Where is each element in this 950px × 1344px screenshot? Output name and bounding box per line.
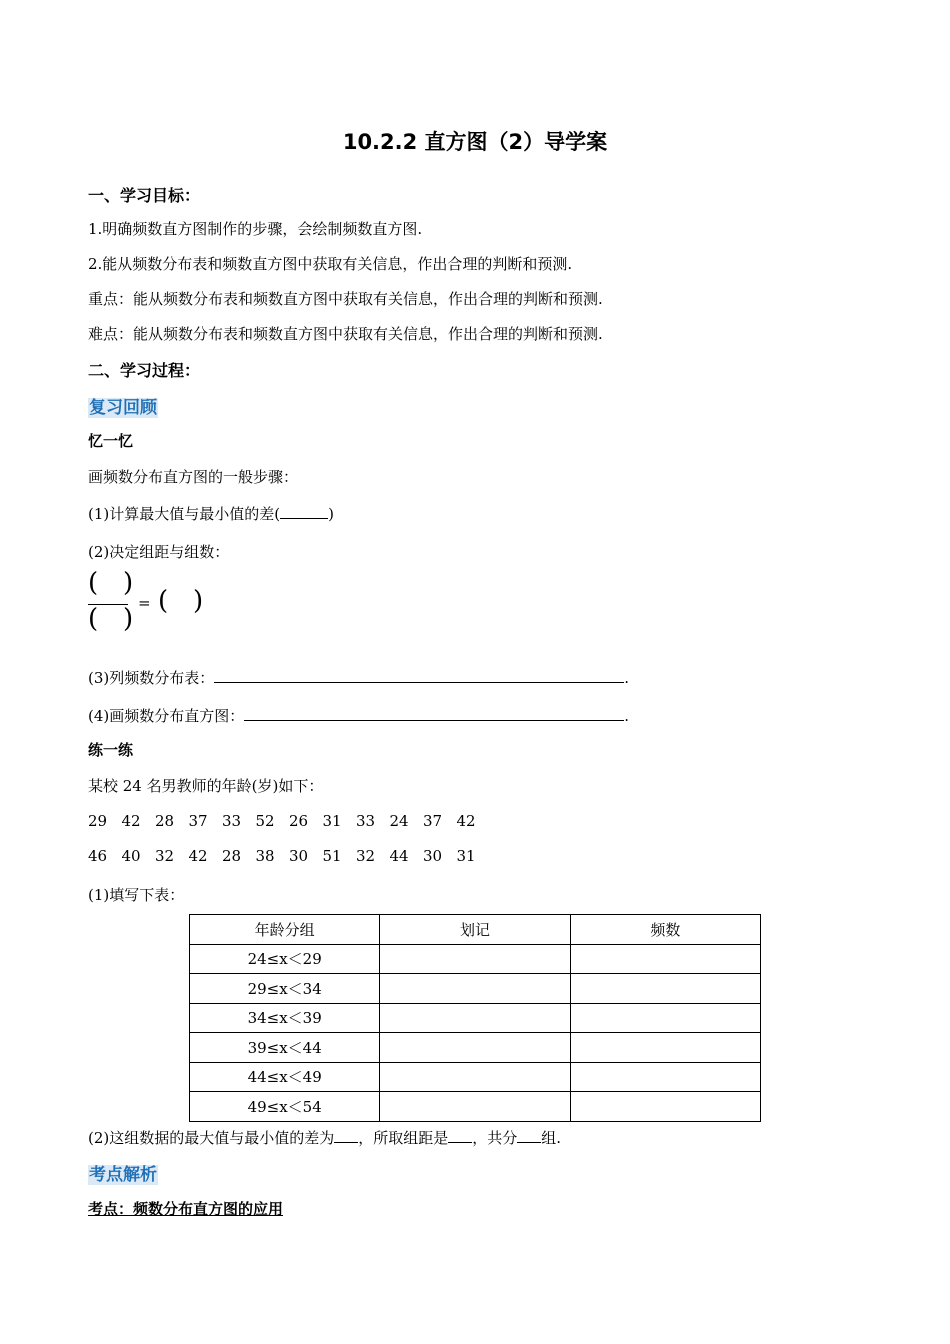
age-group-cell: 29≤x＜34: [190, 974, 380, 1004]
key-point: 重点：能从频数分布表和频数直方图中获取有关信息，作出合理的判断和预测.: [88, 290, 603, 308]
frequency-table: [189, 914, 761, 1122]
step-1-blank[interactable]: [280, 504, 328, 519]
tally-cell[interactable]: [380, 1062, 570, 1092]
age-value: 42: [188, 847, 208, 865]
step-3-blank[interactable]: [214, 668, 624, 683]
numerator-parens: ( ): [88, 568, 134, 598]
step-1-end: ): [328, 505, 334, 523]
tally-cell[interactable]: [380, 1092, 570, 1122]
table-row: [190, 1092, 761, 1122]
frequency-cell[interactable]: [570, 974, 760, 1004]
step-1-text: (1)计算最大值与最小值的差(: [88, 505, 281, 523]
frequency-cell[interactable]: [570, 944, 760, 974]
table-row: [190, 1033, 761, 1063]
age-value: 38: [255, 847, 275, 865]
age-group-cell: 39≤x＜44: [190, 1033, 380, 1063]
table-row: [190, 974, 761, 1004]
age-value: 32: [356, 847, 376, 865]
age-value: 31: [322, 812, 342, 830]
step-3-period: .: [624, 669, 630, 687]
question-2-part-b: ，所取组距是: [358, 1129, 449, 1147]
topic-line: [88, 1198, 283, 1219]
age-value: 33: [356, 812, 376, 830]
step-4-period: .: [624, 707, 630, 725]
section-heading-goals: 一、学习目标：: [88, 186, 201, 205]
practice-intro: 某校 24 名男教师的年龄(岁)如下：: [88, 777, 324, 795]
age-value: 46: [88, 847, 108, 865]
table-row: [190, 1003, 761, 1033]
recall-heading: 忆一忆: [88, 432, 134, 450]
age-group-cell: 34≤x＜39: [190, 1003, 380, 1033]
age-value: 28: [155, 812, 175, 830]
table-row: [190, 1062, 761, 1092]
question-2-part-c: ，共分: [472, 1129, 518, 1147]
range-blank[interactable]: [334, 1128, 358, 1143]
age-value: 24: [389, 812, 409, 830]
frequency-cell[interactable]: [570, 1003, 760, 1033]
age-group-cell: 44≤x＜49: [190, 1062, 380, 1092]
frequency-cell[interactable]: [570, 1033, 760, 1063]
result-parens: ( ): [158, 586, 204, 616]
question-2-part-a: (2)这组数据的最大值与最小值的差为: [88, 1129, 335, 1147]
question-2: [88, 1127, 561, 1148]
steps-intro: 画频数分布直方图的一般步骤：: [88, 468, 299, 486]
age-value: 30: [289, 847, 309, 865]
step-4: [88, 705, 629, 726]
header-age-group: 年龄分组: [190, 915, 380, 945]
analysis-heading: 考点解析: [89, 1165, 157, 1185]
denominator-parens: ( ): [88, 604, 134, 634]
goal-item-2: 2.能从频数分布表和频数直方图中获取有关信息，作出合理的判断和预测.: [88, 255, 573, 273]
tally-cell[interactable]: [380, 1003, 570, 1033]
tally-cell[interactable]: [380, 944, 570, 974]
age-value: 40: [121, 847, 141, 865]
table-row: [190, 944, 761, 974]
page-title: 10.2.2 直方图（2）导学案: [342, 130, 608, 154]
step-3: [88, 667, 629, 688]
step-4-text: (4)画频数分布直方图：: [88, 707, 245, 725]
age-value: 42: [121, 812, 141, 830]
age-group-cell: 24≤x＜29: [190, 944, 380, 974]
age-value: 30: [423, 847, 443, 865]
class-width-blank[interactable]: [448, 1128, 472, 1143]
step-1: [88, 503, 334, 524]
age-value: 33: [222, 812, 242, 830]
step-2: (2)决定组距与组数：: [88, 543, 230, 561]
practice-heading: 练一练: [88, 741, 134, 759]
equals-sign: =: [138, 594, 151, 612]
table-header-row: [190, 915, 761, 945]
goal-item-1: 1.明确频数直方图制作的步骤，会绘制频数直方图.: [88, 220, 423, 238]
age-value: 37: [188, 812, 208, 830]
topic-heading: 考点：频数分布直方图的应用: [88, 1200, 284, 1218]
ages-row-1: [88, 812, 490, 830]
section-heading-process: 二、学习过程：: [88, 361, 201, 380]
step-3-text: (3)列频数分布表：: [88, 669, 215, 687]
age-group-cell: 49≤x＜54: [190, 1092, 380, 1122]
frequency-cell[interactable]: [570, 1092, 760, 1122]
group-count-blank[interactable]: [517, 1128, 541, 1143]
tally-cell[interactable]: [380, 974, 570, 1004]
ages-row-2: [88, 847, 490, 865]
age-value: 26: [289, 812, 309, 830]
review-heading-wrap: [88, 393, 158, 418]
frequency-cell[interactable]: [570, 1062, 760, 1092]
age-value: 28: [222, 847, 242, 865]
step-4-blank[interactable]: [244, 706, 624, 721]
age-value: 44: [389, 847, 409, 865]
difficulty-point: 难点：能从频数分布表和频数直方图中获取有关信息，作出合理的判断和预测.: [88, 325, 603, 343]
age-value: 42: [456, 812, 476, 830]
question-2-part-d: 组.: [541, 1129, 562, 1147]
age-value: 32: [155, 847, 175, 865]
header-tally: 划记: [380, 915, 570, 945]
review-heading: 复习回顾: [89, 398, 157, 418]
age-value: 37: [423, 812, 443, 830]
analysis-heading-wrap: [88, 1160, 158, 1185]
age-value: 51: [322, 847, 342, 865]
age-value: 52: [255, 812, 275, 830]
header-frequency: 频数: [570, 915, 760, 945]
fraction-formula: [88, 570, 218, 640]
age-value: 31: [456, 847, 476, 865]
age-value: 29: [88, 812, 108, 830]
question-1: (1)填写下表：: [88, 886, 185, 904]
tally-cell[interactable]: [380, 1033, 570, 1063]
